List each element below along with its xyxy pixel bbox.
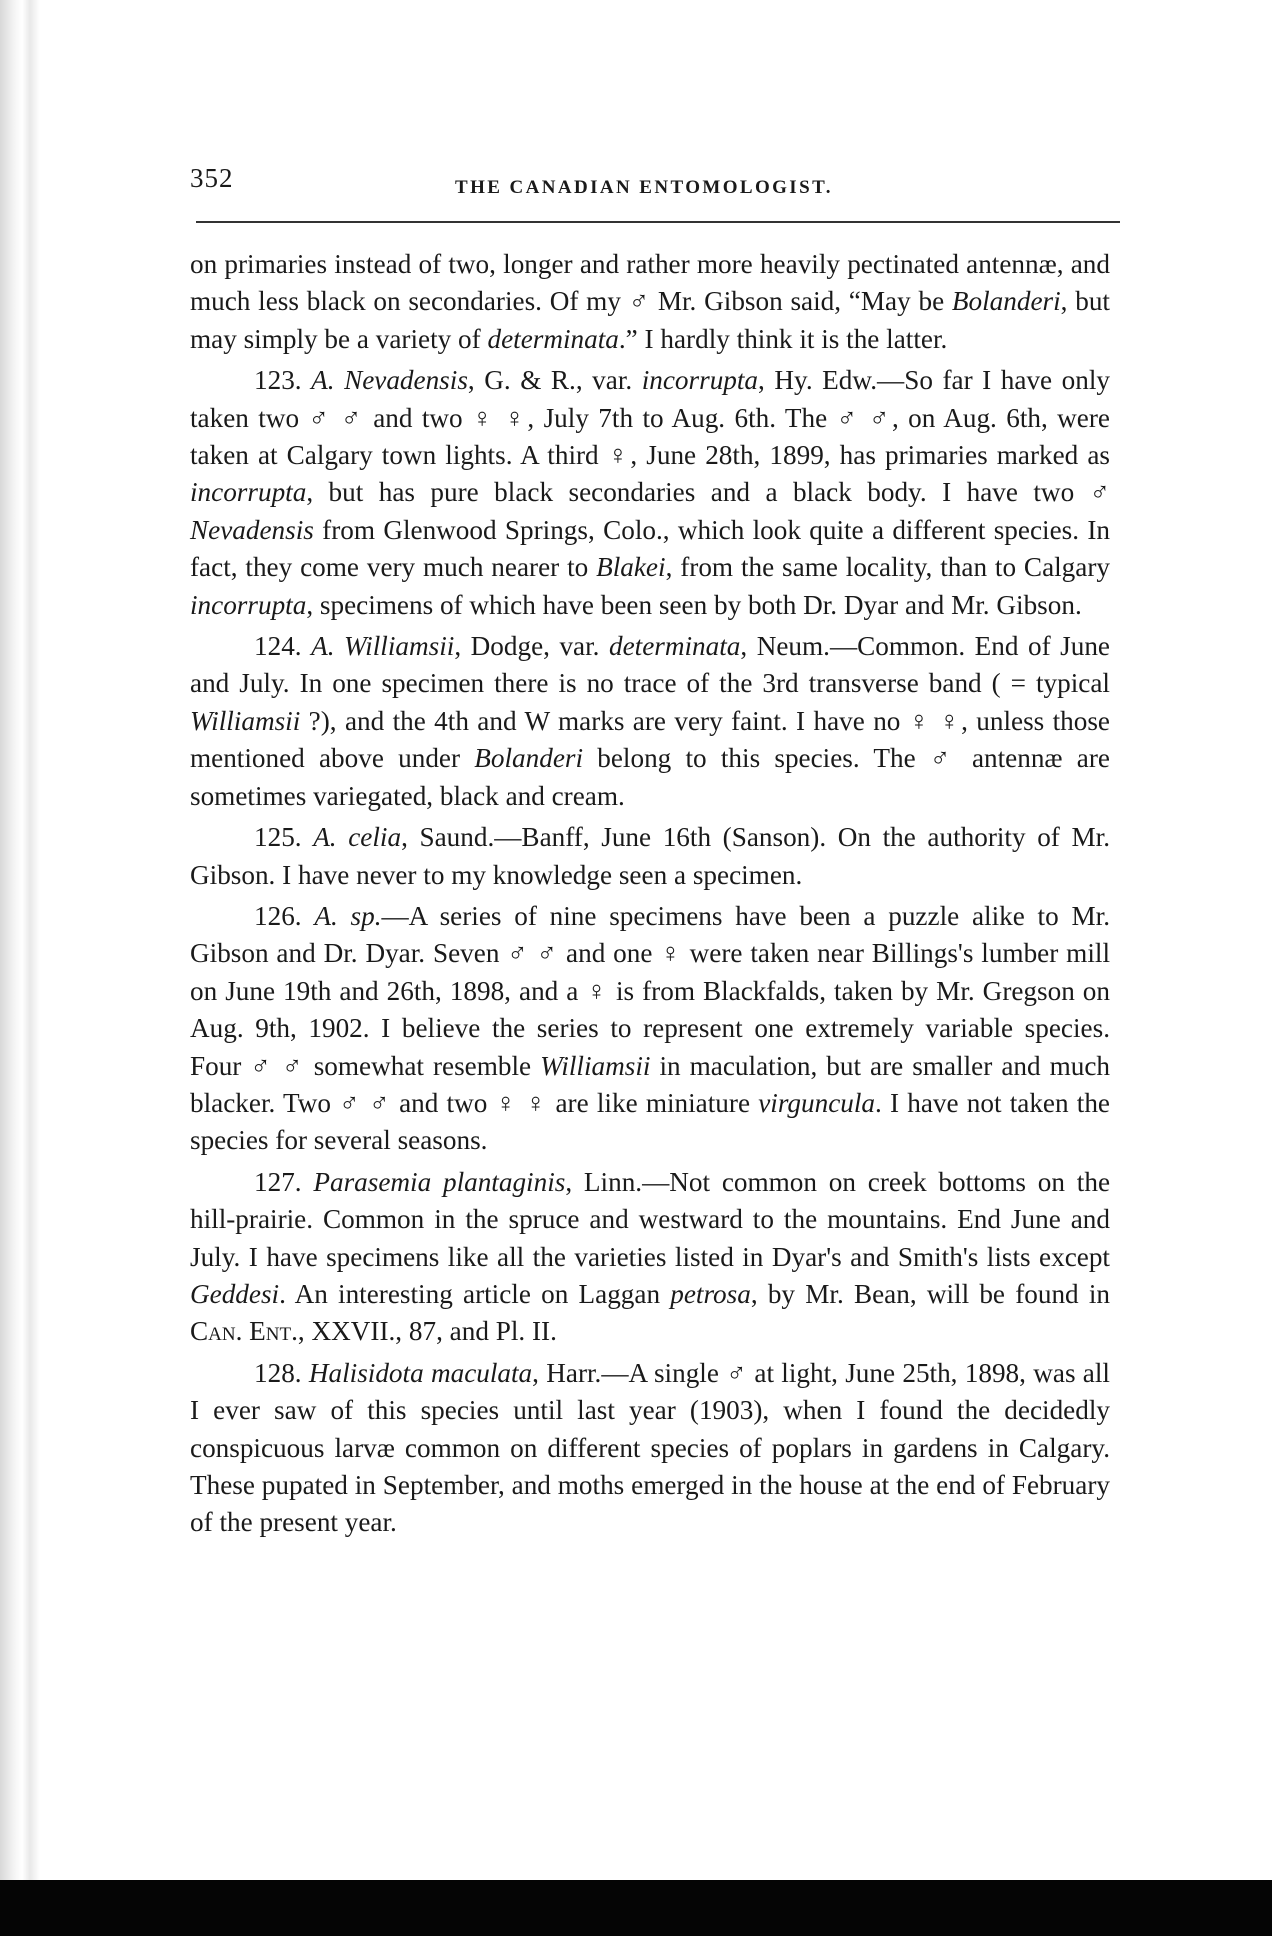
italic-term: A. celia [313,822,402,853]
italic-term: Nevadensis [190,514,314,545]
italic-term: A. Williamsii [311,631,455,662]
text-run: belong to this species. The ♂ antennæ are sometimes variegated, black and cream. [190,743,1110,811]
text-run: 128. [254,1357,309,1388]
text-run: , XXVII., 87, and Pl. II. [297,1316,557,1347]
paragraph-125 [190,819,1110,894]
italic-term: A. Nevadensis [311,365,468,396]
scan-bottom-border [0,1880,1272,1936]
text-run: , from the same locality, than to Calgary [665,552,1110,583]
italic-term: Geddesi [190,1278,280,1309]
paragraph-126 [190,898,1110,1160]
italic-term: Bolanderi [474,743,584,774]
text-run: , Harr.—A single ♂ at light, June 25th, 1898, was all I ever saw of this species until last year (1903), when I found the decidedly conspicuous larvæ common on different species of poplars in gardens in Calgary. These pupated in September, and moths emerged in the house at the end of February of the present year. [190,1357,1110,1538]
text-run: 123. [254,365,312,396]
header-rule [196,221,1120,223]
text-run: , Saund.—Banff, June 16th (Sanson). On the authority of Mr. Gibson. I have never to my knowledge seen a specimen. [190,822,1110,890]
italic-term: determinata [487,323,619,354]
text-run: .” I hardly think it is the latter. [618,323,948,354]
paragraph-124 [190,628,1110,815]
text-run: , by Mr. Bean, will be found in [750,1278,1110,1309]
text-run: . I have not taken the species for several seasons. [190,1087,1110,1156]
text-run: , but has pure black secondaries and a black body. I have two ♂ [306,477,1110,508]
italic-term: virguncula [758,1087,875,1118]
text-run: , G. & R., var. [467,365,642,396]
small-caps-term: Can. Ent. [190,1316,298,1347]
page-left-edge [0,0,40,1936]
page-header [190,163,1120,203]
text-run: , specimens of which have been seen by both Dr. Dyar and Mr. Gibson. [306,589,1082,620]
italic-term: incorrupta [190,589,307,620]
italic-term: Bolanderi [951,286,1061,317]
paragraph-123 [190,362,1110,624]
text-run: , Dodge, var. [454,631,609,662]
text-run: , Linn.—Not common on creek bottoms on the hill-prairie. Common in the spruce and westward to the mountains. End June and July. I have specimens like all the varieties listed in Dyar's and Smith's lists except [190,1166,1111,1272]
italic-term: A. sp. [314,900,382,931]
text-run: from Glenwood Springs, Colo., which look quite a different species. In fact, they come very much nearer to [190,514,1110,583]
paragraph-127 [190,1164,1110,1351]
paragraph-continuation [190,246,1110,358]
italic-term: incorrupta [641,365,759,396]
running-head: THE CANADIAN ENTOMOLOGIST. [455,177,833,198]
italic-term: incorrupta [190,477,307,508]
italic-term: Blakei [596,552,666,583]
italic-term: Williamsii [540,1050,651,1081]
text-run: ?), and the 4th and W marks are very faint. I have no ♀ ♀, unless those mentioned above under [190,705,1110,774]
text-run: , Neum.—Common. End of June and July. In one specimen there is no trace of the 3rd transverse band ( = typical [190,631,1111,699]
text-run: 127. [254,1166,314,1197]
text-run: —A series of nine specimens have been a puzzle alike to Mr. Gibson and Dr. Dyar. Seven ♂ ♂ and one ♀ were taken near Billings's lumber mill on June 19th and 26th, 1898, and a ♀ is from Blackfalds, taken by Mr. Gregson on Aug. 9th, 1902. I believe the series to represent one extremely variable species. Four ♂ ♂ somewhat resemble [190,900,1110,1081]
text-run: in maculation, but are smaller and much blacker. Two ♂ ♂ and two ♀ ♀ are like miniature [190,1050,1111,1118]
text-run: . An interesting article on Laggan [279,1278,671,1309]
text-run: , but may simply be a variety of [190,286,1110,354]
text-run: , Hy. Edw.—So far I have only taken two ♂ ♂ and two ♀ ♀, July 7th to Aug. 6th. The ♂ ♂, on Aug. 6th, were taken at Calgary town lights. A third ♀, June 28th, 1899, has primaries marked as [190,365,1110,471]
italic-term: Williamsii [190,705,301,736]
body-text [190,246,1110,1542]
text-run: 126. [254,900,315,931]
italic-term: Parasemia plantaginis [313,1166,566,1197]
page-number: 352 [190,163,234,193]
italic-term: petrosa [670,1278,751,1309]
text-run: on primaries instead of two, longer and rather more heavily pectinated antennæ, and much less black on secondaries. Of my ♂ Mr. Gibson said, “May be [190,249,1110,317]
text-run: 125. [254,822,314,853]
text-run: 124. [254,631,312,662]
italic-term: determinata [609,631,741,662]
paragraph-128 [190,1355,1110,1542]
italic-term: Halisidota maculata [308,1357,533,1388]
